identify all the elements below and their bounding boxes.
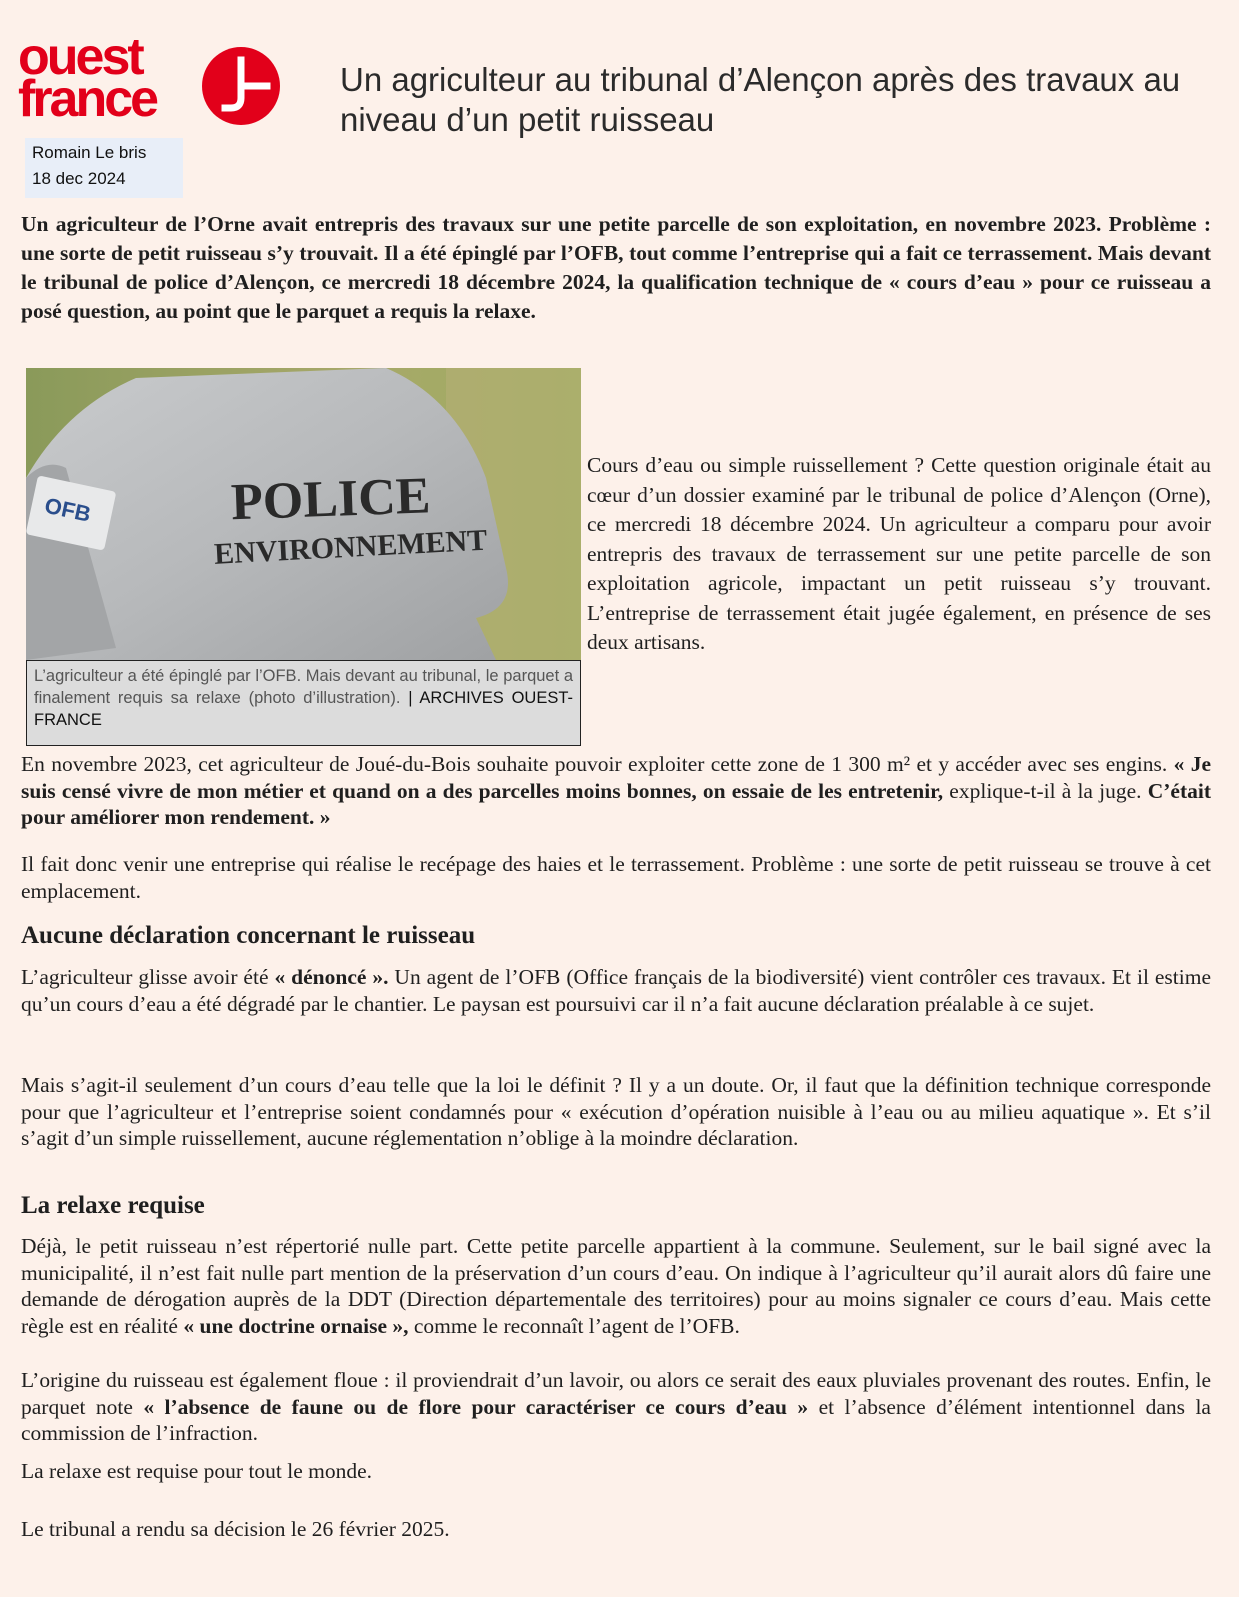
paragraph-8: Le tribunal a rendu sa décision le 26 février 2025. [21, 1517, 450, 1541]
p3-quote: « dénoncé ». [274, 965, 389, 989]
p1-quote2: C’était pour améliorer mon rendement. » [21, 778, 1211, 829]
byline [25, 138, 183, 198]
p5-quote: « une doctrine ornaise », [183, 1313, 409, 1338]
p1-quote1: « Je suis censé vivre de mon métier et quand on a des parcelles moins bonnes, on essaie de les entretenir, [21, 752, 1211, 803]
p6-text1: L’origine du ruisseau est également floue : il proviendrait d’un lavoir, ou alors ce serait des eaux pluviales provenant des routes. Enfin, le parquet note [21, 1368, 1211, 1419]
p5-text2: comme le reconnaît l’agent de l’OFB. [408, 1313, 740, 1338]
lede-paragraph: Un agriculteur de l’Orne avait entrepris des travaux sur une petite parcelle de son exploitation, en novembre 2023. Problème : une sorte de petit ruisseau s’y trouvait. Il a été épinglé par l’OFB, tout comme l’entreprise qui a fait ce terrassement. Mais devant le tribunal de police d’Alençon, ce mercredi 18 décembre 2024, la qualification technique de « cours d’eau » pour ce ruisseau a posé question, au point que le parquet a requis la relaxe. [21, 212, 1211, 323]
paragraph-6 [21, 1367, 1211, 1447]
p1-text2: explique-t-il à la juge. [943, 778, 1148, 803]
intro-paragraph: Cours d’eau ou simple ruissellement ? Cette question originale était au cœur d’un dossier examiné par le tribunal de police d’Alençon (Orne), ce mercredi 18 décembre 2024. Un agriculteur a comparu pour avoir entrepris des travaux de terrassement sur une petite parcelle de son exploitation agricole, impactant un petit ruisseau s’y trouvant. L’entreprise de terrassement était jugée également, en présence de ses deux artisans. [587, 453, 1211, 654]
caption-text: L’agriculteur a été épinglé par l’OFB. Mais devant au tribunal, le parquet a finalement requis sa relaxe (photo d’illustration). [34, 667, 573, 707]
paragraph-2: Il fait donc venir une entreprise qui réalise le recépage des haies et le terrassement. Problème : une sorte de petit ruisseau se trouve à cet emplacement. [21, 852, 1211, 903]
author: Romain Le bris [32, 143, 147, 162]
paragraph-5 [21, 1233, 1211, 1339]
headline: Un agriculteur au tribunal d’Alençon après des travaux au niveau d’un petit ruisseau [340, 61, 1181, 138]
paragraph-7: La relaxe est requise pour tout le monde. [21, 1459, 373, 1483]
p3-text1: L’agriculteur glisse avoir été [21, 965, 275, 989]
paragraph-4: Mais s’agit-il seulement d’un cours d’eau telle que la loi le définit ? Il y a un doute. Or, il faut que la définition technique corresponde pour que l’agriculteur et l’entreprise soient condamnés pour « exécution d’opération nuisible à l’eau ou au milieu aquatique ». Et s’il s’agit d’un simple ruissellement, aucune réglementation n’oblige à la moindre déclaration. [21, 1073, 1211, 1150]
shirt-police-text: POLICE [230, 467, 432, 532]
logo-circle-icon [201, 46, 281, 126]
subheading-1: Aucune déclaration concernant le ruisseau [21, 922, 476, 949]
paragraph-1 [21, 751, 1211, 831]
ofb-badge-text: OFB [42, 492, 94, 527]
photo-caption [26, 660, 581, 746]
subheading-2: La relaxe requise [21, 1192, 205, 1219]
paragraph-3 [21, 964, 1211, 1017]
article-photo [26, 368, 581, 660]
logo-line1: ouest [18, 28, 142, 86]
publish-date: 18 dec 2024 [32, 169, 126, 188]
p6-text2: et l’absence d’élément intentionnel dans la commission de l’infraction. [21, 1394, 1211, 1445]
caption-credit: | ARCHIVES OUEST-FRANCE [34, 689, 574, 729]
p1-text1: En novembre 2023, cet agriculteur de Joué-du-Bois souhaite pouvoir exploiter cette zone de 1 300 m² et y accéder avec ses engins. [21, 752, 1174, 776]
ouest-france-logo [18, 28, 283, 132]
shirt-environnement-text: ENVIRONNEMENT [213, 523, 489, 571]
p6-quote: « l’absence de faune ou de flore pour caractériser ce cours d’eau » [143, 1394, 809, 1419]
logo-wordmark [18, 28, 157, 128]
p5-text1: Déjà, le petit ruisseau n’est répertorié nulle part. Cette petite parcelle appartient à la commune. Seulement, sur le bail signé avec la municipalité, il n’est fait nulle part mention de la préservation d’un cours d’eau. On indique à l’agriculteur qu’il aurait alors dû faire une demande de dérogation auprès de la DDT (Direction départementale des territoires) pour au moins signaler ce cours d’eau. Mais cette règle est en réalité [21, 1234, 1211, 1338]
police-shirt-image [26, 368, 581, 660]
p3-text2: Un agent de l’OFB (Office français de la biodiversité) vient contrôler ces travaux. Et il estime qu’un cours d’eau a été dégradé par le chantier. Le paysan est poursuivi car il n’a fait aucune déclaration préalable à ce sujet. [21, 965, 1212, 1016]
logo-line2: france [18, 70, 157, 128]
